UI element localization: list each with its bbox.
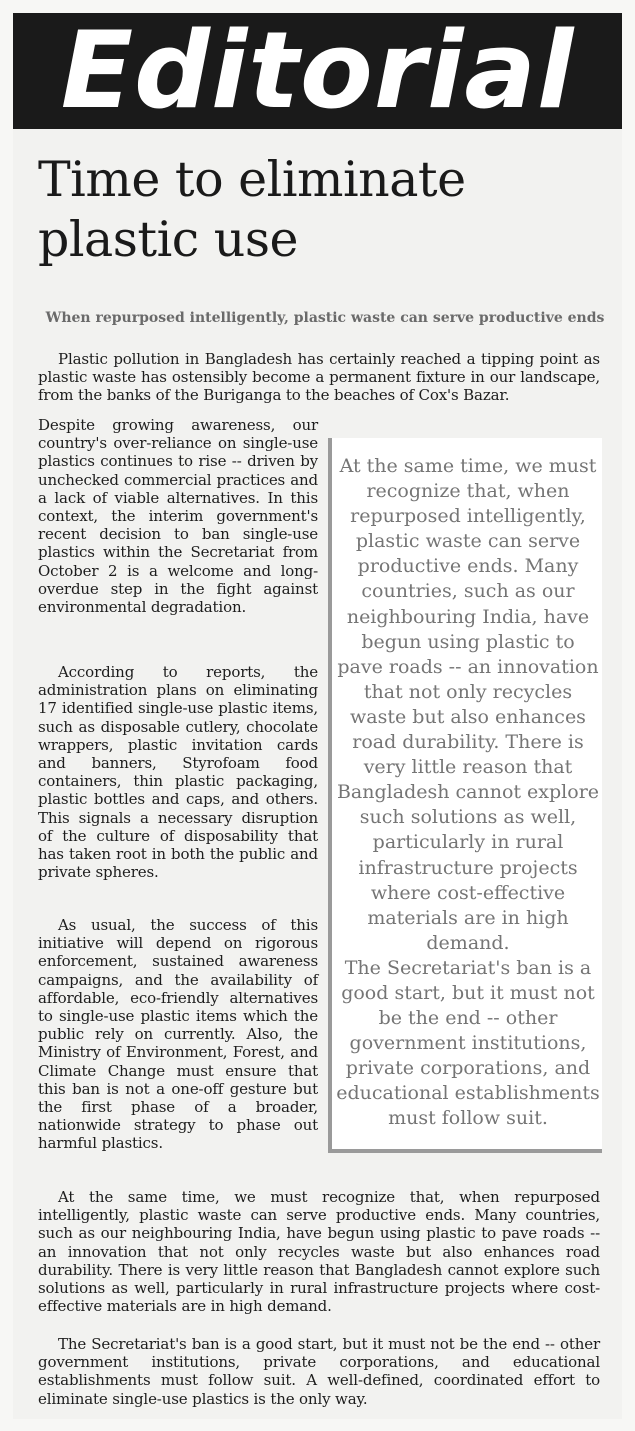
headline: Time to eliminate plastic use: [38, 151, 466, 268]
body-paragraph-6: The Secretariat's ban is a good start, but it must not be the end -- other government institutions, private corporations, and educational establishments must follow suit. A well-defined, coordinated effort to eliminate single-use plastics is the only way.: [38, 1335, 600, 1408]
pull-quote-box: [328, 438, 602, 1153]
deck-subheadline: When repurposed intelligently, plastic waste can serve productive ends: [45, 310, 605, 326]
masthead-banner: Editorial: [13, 13, 622, 129]
body-paragraph-1: Plastic pollution in Bangladesh has certainly reached a tipping point as plastic waste has ostensibly become a permanent fixture in our landscape, from the banks of the Buriganga to the beaches of Cox's Bazar.: [38, 350, 600, 405]
body-paragraph-3: According to reports, the administration plans on eliminating 17 identified single-use plastic items, such as disposable cutlery, chocolate wrappers, plastic invitation cards and banners, Styrofoam food containers, thin plastic packaging, plastic bottles and caps, and others. This signals a necessary disruption of the culture of disposability that has taken root in both the public and private spheres.: [38, 663, 318, 882]
body-paragraph-2: Despite growing awareness, our country's over-reliance on single-use plastics continues to rise -- driven by unchecked commercial practices and a lack of viable alternatives. In this context, the interim government's recent decision to ban single-use plastics within the Secretariat from October 2 is a welcome and long-overdue step in the fight against environmental degradation.: [38, 416, 318, 617]
pull-quote-text-2: The Secretariat's ban is a good start, but it must not be the end -- other government institutions, private corporations, and educational establishments must follow suit.: [336, 956, 600, 1130]
body-paragraph-4: As usual, the success of this initiative will depend on rigorous enforcement, sustained awareness campaigns, and the availability of affordable, eco-friendly alternatives to single-use plastic items which the public rely on currently. Also, the Ministry of Environment, Forest, and Climate Change must ensure that this ban is not a one-off gesture but the first phase of a broader, nationwide strategy to phase out harmful plastics.: [38, 916, 318, 1153]
body-paragraph-5: At the same time, we must recognize that, when repurposed intelligently, plastic waste can serve productive ends. Many countries, such as our neighbouring India, have begun using plastic to pave roads -- an innovation that not only recycles waste but also enhances road durability. There is very little reason that Bangladesh cannot explore such solutions as well, particularly in rural infrastructure projects where cost-effective materials are in high demand.: [38, 1188, 600, 1316]
pull-quote-text-1: At the same time, we must recognize that, when repurposed intelligently, plastic waste can serve productive ends. Many countries, such as our neighbouring India, have begun using plastic to pave roads -- an innovation that not only recycles waste but also enhances road durability. There is very little reason that Bangladesh cannot explore such solutions as well, particularly in rural infrastructure projects where cost-effective materials are in high demand.: [336, 455, 600, 954]
